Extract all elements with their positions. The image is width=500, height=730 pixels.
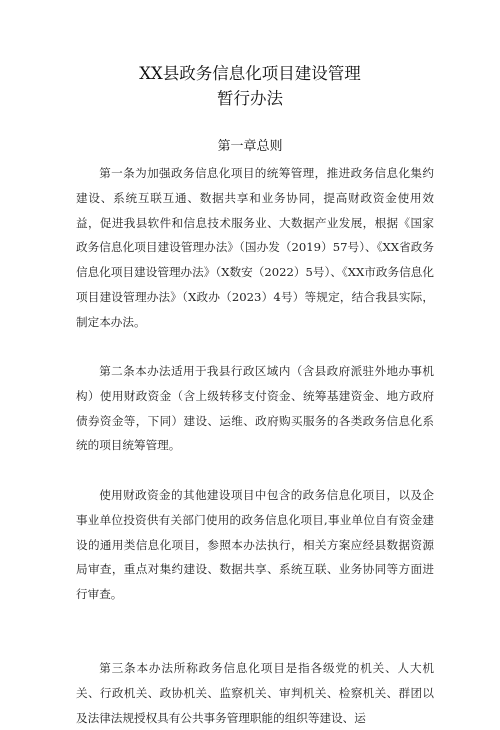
article-3-paragraph: 第三条本办法所称政务信息化项目是指各级党的机关、人大机关、行政机关、政协机关、监察机关、审判机关、检察机关、群团以及法律法规授权具有公共事务管理职能的组织等建设、运 (76, 661, 434, 725)
article-2-paragraph: 第二条本办法适用于我县行政区域内（含县政府派驻外地办事机构）使用财政资金（含上级转移支付资金、统筹基建资金、地方政府债券资金等，下同）建设、运维、政府购买服务的各类政务信息化系统的项目统筹管理。 (76, 364, 434, 453)
document-title-line-1: XX县政务信息化项目建设管理 (139, 64, 361, 83)
article-2-supplement-paragraph: 使用财政资金的其他建设项目中包含的政务信息化项目，以及企事业单位投资供有关部门使用的政务信息化项目,事业单位自有资金建设的通用类信息化项目，参照本办法执行，相关方案应经县数据资源局审查，重点对集约建设、数据共享、系统互联、业务协同等方面进行审查。 (76, 488, 434, 602)
document-title-line-2: 暂行办法 (217, 89, 283, 108)
chapter-heading: 第一章总则 (217, 139, 283, 154)
article-1-paragraph: 第一条为加强政务信息化项目的统筹管理，推进政务信息化集约建设、系统互联互通、数据共享和业务协同，提高财政资金使用效益，促进我县软件和信息技术服务业、大数据产业发展，根据《国家政务信息化项目建设管理办法》（国办发（2019）57号）、《XX省政务信息化项目建设管理办法》（X数安（2022）5号）、《XX市政务信息化项目建设管理办法》（X政办（2023）4号）等规定，结合我县实际，制定本办法。 (76, 166, 434, 329)
